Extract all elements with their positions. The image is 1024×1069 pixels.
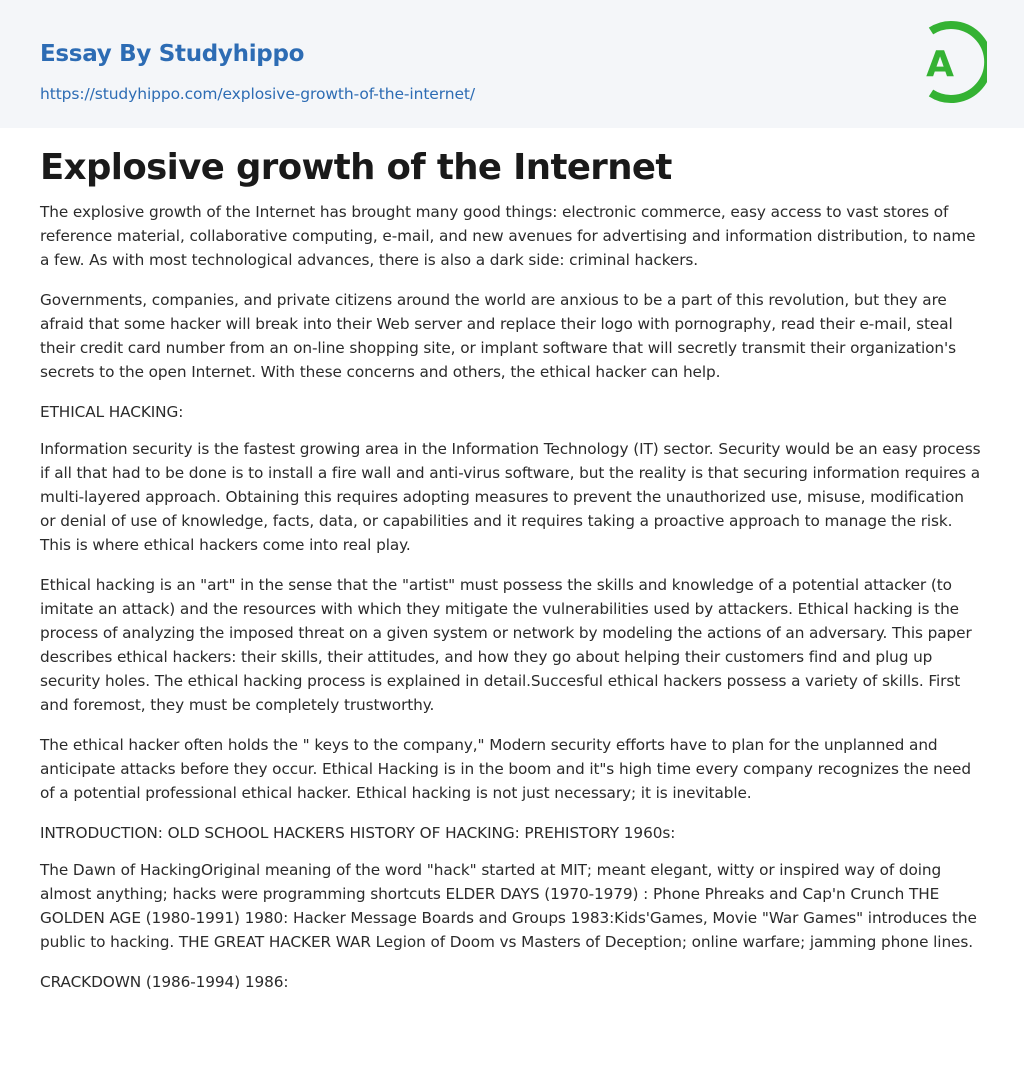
paragraph-information-security: Information security is the fastest growing area in the Information Technology (IT) sector. Security would be an easy process if all that had to be done is to install a fire wall and anti-virus software, but the reality is that securing information requires a multi-layered approach. Obtaining this requires adopting measures to prevent the unauthorized use, misuse, modification or denial of use of knowledge, facts, data, or capabilities and it requires taking a proactive approach to manage the risk. This is where ethical hackers come into real play.: [40, 440, 981, 554]
paragraph-history: The Dawn of HackingOriginal meaning of the word "hack" started at MIT; meant elegant, witty or inspired way of doing almost anything; hacks were programming shortcuts ELDER DAYS (1970-1979) : Phone Phreaks and Cap'n Crunch THE GOLDEN AGE (1980-1991) 1980: Hacker Message Boards and Groups 1983:Kids'Games, Movie "War Games" introduces the public to hacking. THE GREAT HACKER WAR Legion of Doom vs Masters of Deception; online warfare; jamming phone lines.: [40, 861, 977, 951]
paragraph-concerns: Governments, companies, and private citizens around the world are anxious to be a part of this revolution, but they are afraid that some hacker will break into their Web server and replace their logo with pornography, read their e-mail, steal their credit card number from an on-line shopping site, or implant software that will secretly transmit their organization's secrets to the open Internet. With these concerns and others, the ethical hacker can help.: [40, 291, 956, 381]
site-header: [0, 0, 1024, 128]
brand-title[interactable]: Essay By Studyhippo: [40, 41, 305, 67]
page-title: Explosive growth of the Internet: [40, 147, 672, 188]
section-heading-crackdown: CRACKDOWN (1986-1994) 1986:: [40, 973, 289, 991]
source-url-link[interactable]: https://studyhippo.com/explosive-growth-of-the-internet/: [40, 85, 476, 103]
paragraph-intro: The explosive growth of the Internet has brought many good things: electronic commerce, easy access to vast stores of reference material, collaborative computing, e-mail, and new avenues for advertising and information distribution, to name a few. As with most technological advances, there is also a dark side: criminal hackers.: [40, 203, 976, 269]
logo-letter: A: [926, 44, 954, 85]
paragraph-ethical-hacking-art: Ethical hacking is an "art" in the sense that the "artist" must possess the skills and knowledge of a potential attacker (to imitate an attack) and the resources with which they mitigate the vulnerabilities used by attackers. Ethical hacking is the process of analyzing the imposed threat on a given system or network by modeling the actions of an adversary. This paper describes ethical hackers: their skills, their attitudes, and how they go about helping their customers find and plug up security holes. The ethical hacking process is explained in detail.Succesful ethical hackers possess a variety of skills. First and foremost, they must be completely trustworthy.: [40, 576, 972, 714]
studyhippo-logo-icon[interactable]: [911, 18, 987, 106]
article: [40, 144, 984, 1007]
paragraph-keys-to-company: The ethical hacker often holds the " keys to the company," Modern security efforts have to plan for the unplanned and anticipate attacks before they occur. Ethical Hacking is in the boom and it"s high time every company recognizes the need of a potential professional ethical hacker. Ethical hacking is not just necessary; it is inevitable.: [40, 736, 971, 802]
section-heading-ethical-hacking: ETHICAL HACKING:: [40, 403, 184, 421]
section-heading-introduction: INTRODUCTION: OLD SCHOOL HACKERS HISTORY OF HACKING: PREHISTORY 1960s:: [40, 824, 676, 842]
